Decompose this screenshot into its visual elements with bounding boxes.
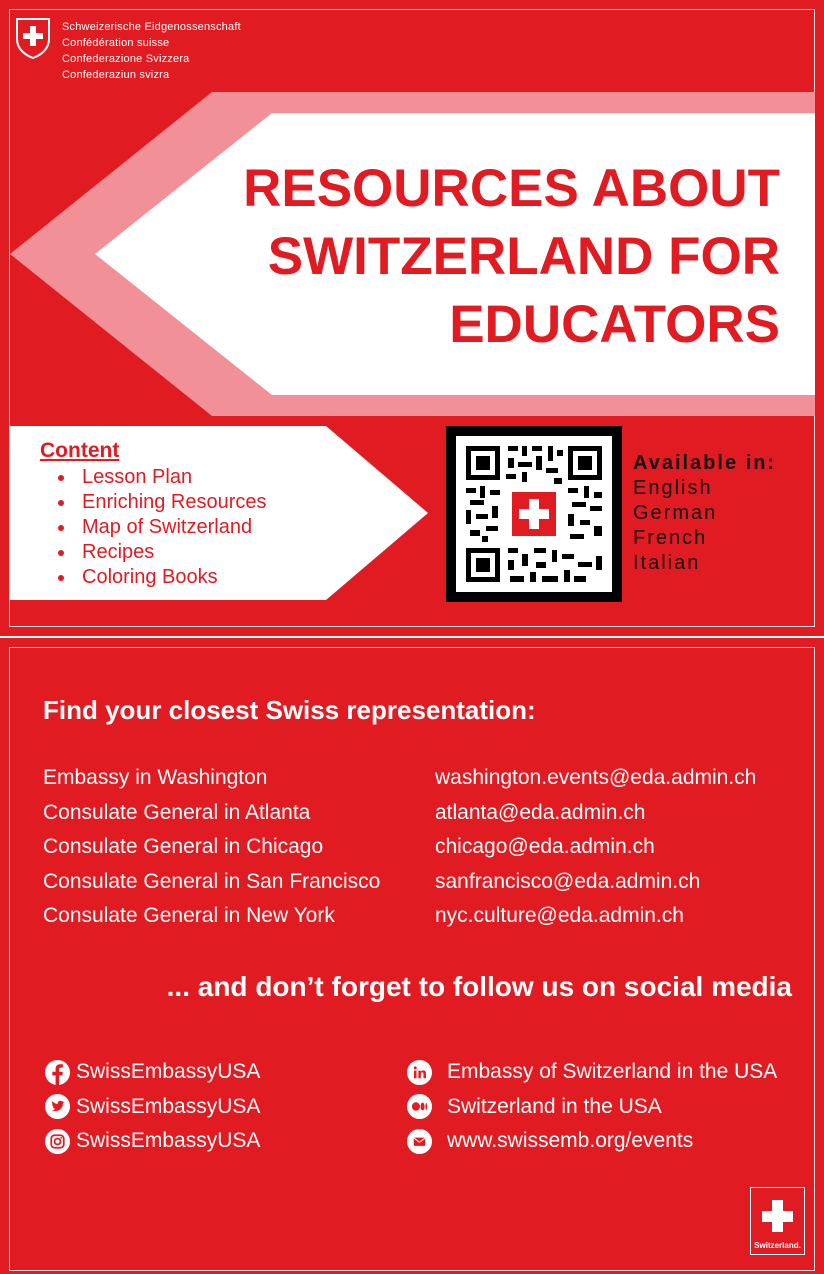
representation-name: Consulate General in Atlanta: [43, 800, 311, 824]
social-label: SwissEmbassyUSA: [76, 1129, 261, 1153]
title-line: RESOURCES ABOUT: [243, 159, 780, 218]
card-frame: [9, 647, 815, 1271]
contact-card: [0, 638, 824, 1274]
facebook-icon: [43, 1058, 71, 1086]
social-links-right: [405, 1055, 777, 1159]
list-item: [58, 540, 267, 565]
medium-icon: [405, 1093, 433, 1121]
representation-row: [43, 835, 803, 870]
content-heading: Content: [40, 439, 120, 462]
linkedin-icon: [405, 1058, 433, 1086]
social-link-instagram[interactable]: [43, 1124, 260, 1159]
language-label: French: [633, 527, 708, 549]
instagram-icon: [43, 1127, 71, 1155]
title-line: EDUCATORS: [449, 295, 780, 354]
social-label: SwissEmbassyUSA: [76, 1094, 261, 1118]
qr-code-icon: [456, 436, 612, 592]
representation-name: Consulate General in San Francisco: [43, 869, 381, 893]
page-title: [220, 155, 780, 359]
content-list-box: [40, 437, 267, 590]
language-label: English: [633, 477, 713, 499]
federal-line: Confederazione Svizzera: [62, 53, 190, 65]
list-item: [58, 465, 267, 490]
list-item-label: Coloring Books: [82, 566, 218, 588]
qr-code[interactable]: [446, 426, 622, 602]
social-link-twitter[interactable]: [43, 1090, 260, 1125]
representation-email-link[interactable]: sanfrancisco@eda.admin.ch: [435, 869, 701, 893]
twitter-icon: [43, 1093, 71, 1121]
federal-line: Schweizerische Eidgenossenschaft: [62, 21, 241, 33]
federal-line: Confederaziun svizra: [62, 69, 170, 81]
representation-name: Consulate General in New York: [43, 904, 335, 927]
representation-email-link[interactable]: chicago@eda.admin.ch: [435, 835, 655, 858]
representation-email-link[interactable]: atlanta@eda.admin.ch: [435, 800, 646, 824]
list-item-label: Enriching Resources: [82, 491, 267, 513]
language-label: German: [633, 502, 718, 524]
switzerland-logo: [750, 1187, 805, 1255]
federal-line: Confédération suisse: [62, 37, 170, 49]
bullet-icon: [58, 550, 64, 556]
switzerland-logo-text: Switzerland.: [754, 1241, 801, 1250]
availability-block: [633, 451, 776, 576]
list-item: [58, 515, 267, 540]
list-item-label: Map of Switzerland: [82, 516, 253, 538]
representation-name: Consulate General in Chicago: [43, 835, 324, 858]
social-link-facebook[interactable]: [43, 1055, 260, 1090]
social-label: www.swissemb.org/events: [447, 1129, 694, 1153]
representation-row: [43, 870, 803, 905]
list-item-label: Recipes: [82, 541, 155, 563]
list-item: [58, 565, 267, 590]
bullet-icon: [58, 500, 64, 506]
representation-email-link[interactable]: nyc.culture@eda.admin.ch: [435, 904, 684, 927]
social-label: SwissEmbassyUSA: [76, 1060, 261, 1084]
representation-row: [43, 904, 803, 939]
representation-name: Embassy in Washington: [43, 766, 268, 789]
representation-list: [43, 766, 803, 939]
representation-email-link[interactable]: washington.events@eda.admin.ch: [435, 766, 757, 789]
social-link-linkedin[interactable]: [405, 1055, 777, 1090]
social-label: Switzerland in the USA: [447, 1094, 662, 1118]
list-item: [58, 490, 267, 515]
representation-row: [43, 801, 803, 836]
resources-card: [0, 0, 824, 636]
email-icon: [405, 1127, 433, 1155]
content-list: [58, 465, 267, 590]
social-links-left: [43, 1055, 260, 1159]
bullet-icon: [58, 525, 64, 531]
representation-heading: Find your closest Swiss representation:: [43, 695, 536, 725]
representation-row: [43, 766, 803, 801]
social-link-medium[interactable]: [405, 1090, 777, 1125]
social-heading: ... and don’t forget to follow us on social media: [166, 971, 792, 1002]
bullet-icon: [58, 475, 64, 481]
language-label: Italian: [633, 552, 701, 574]
social-link-website[interactable]: [405, 1124, 777, 1159]
bullet-icon: [58, 575, 64, 581]
availability-heading: Available in:: [633, 452, 777, 474]
qr-pattern: [456, 436, 612, 592]
title-line: SWITZERLAND FOR: [267, 227, 780, 286]
social-label: Embassy of Switzerland in the USA: [447, 1060, 778, 1084]
list-item-label: Lesson Plan: [82, 466, 193, 488]
